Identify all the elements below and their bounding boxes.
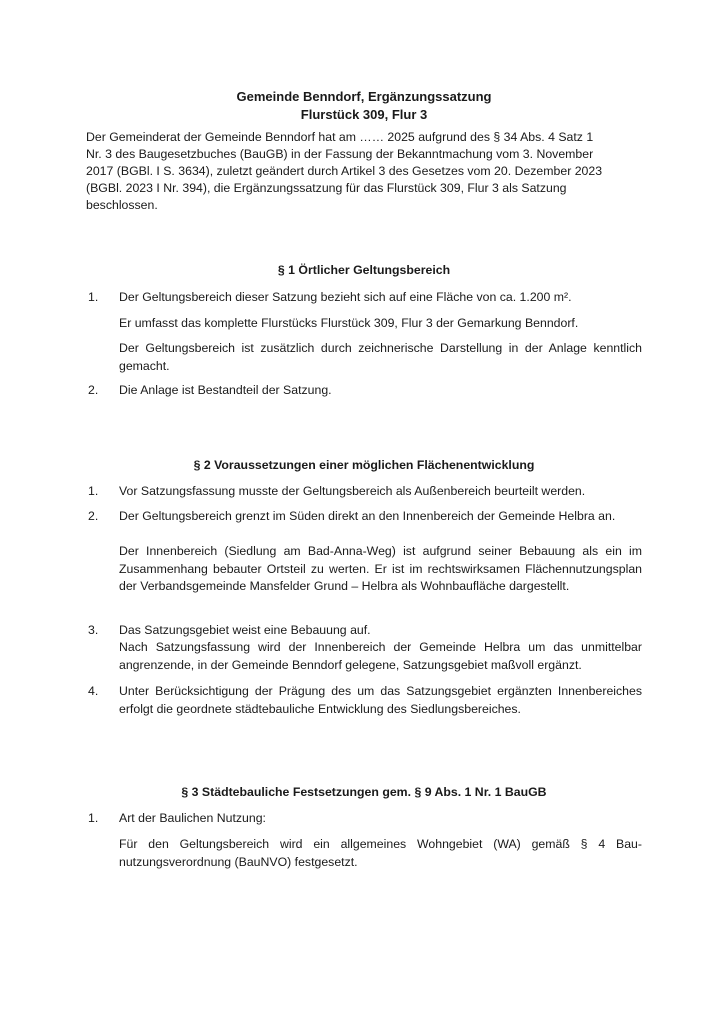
list-item-text: Nach Satzungsfassung wird der Innenbereich der Gemeinde Helbra um das unmittelbar angrenzende, in der Gemeinde Benndorf gelegene, Satzungsgebiet maßvoll ergänzt. xyxy=(119,640,642,672)
list-number: 1. xyxy=(88,484,99,498)
document-title: Gemeinde Benndorf, Ergänzungssatzung xyxy=(236,89,492,104)
list-item-text: Er umfasst das komplette Flurstücks Flurstück 309, Flur 3 der Gemarkung Benndorf. xyxy=(119,316,579,330)
document-subtitle: Flurstück 309, Flur 3 xyxy=(300,107,428,122)
list-number: 1. xyxy=(88,811,99,825)
list-item-text: Die Anlage ist Bestandteil der Satzung. xyxy=(119,383,332,397)
list-number: 3. xyxy=(88,623,99,637)
section1-heading: § 1 Örtlicher Geltungsbereich xyxy=(277,263,451,277)
section3-heading: § 3 Städtebauliche Festsetzungen gem. § 9 Abs. 1 Nr. 1 BauGB xyxy=(181,785,547,799)
list-number: 2. xyxy=(88,509,99,523)
list-item-text: Der Geltungsbereich dieser Satzung bezieht sich auf eine Fläche von ca. 1.200 m². xyxy=(119,290,572,304)
list-number: 1. xyxy=(88,290,99,304)
list-item-text: Das Satzungsgebiet weist eine Bebauung auf. xyxy=(119,623,371,637)
list-item-label: Art der Baulichen Nutzung: xyxy=(119,811,266,825)
preamble-line: 2017 (BGBl. I S. 3634), zuletzt geändert durch Artikel 3 des Gesetzes vom 20. Dezember 2023 xyxy=(86,164,603,178)
list-item-text: Der Innenbereich (Siedlung am Bad-Anna-Weg) ist aufgrund seiner Bebauung als ein im Zusammenhang bebauter Ortsteil zu werten. Er ist im rechtswirksamen Flächennutzungsplan der Verbandsgemeinde Mansfelder Grund – Helbra als Wohnbaufläche dargestellt. xyxy=(119,544,642,593)
preamble-line: (BGBl. 2023 I Nr. 394), die Ergänzungssatzung für das Flurstück 309, Flur 3 als Satzung xyxy=(86,181,567,195)
list-item-text: Unter Berücksichtigung der Prägung des um das Satzungsgebiet ergänzten Innenbereiches erfolgt die geordnete städtebauliche Entwicklung des Siedlungsbereiches. xyxy=(119,684,642,716)
list-item-text: Der Geltungsbereich ist zusätzlich durch zeichnerische Darstellung in der Anlage kenntlich gemacht. xyxy=(119,341,642,373)
list-item-text: Der Geltungsbereich grenzt im Süden direkt an den Innenbereich der Gemeinde Helbra an. xyxy=(119,509,616,523)
preamble-line: beschlossen. xyxy=(86,198,158,212)
list-number: 2. xyxy=(88,383,99,397)
preamble-line: Nr. 3 des Baugesetzbuches (BauGB) in der Fassung der Bekanntmachung vom 3. November xyxy=(86,147,594,161)
list-number: 4. xyxy=(88,684,99,698)
list-item-text: Vor Satzungsfassung musste der Geltungsbereich als Außenbereich beurteilt werden. xyxy=(119,484,586,498)
section2-heading: § 2 Voraussetzungen einer möglichen Flächenentwicklung xyxy=(193,458,535,472)
list-item-text: Für den Geltungsbereich wird ein allgemeines Wohngebiet (WA) gemäß § 4 Baunutzungsverordnung (BauNVO) festgesetzt. xyxy=(119,837,642,869)
preamble-line: Der Gemeinderat der Gemeinde Benndorf hat am …… 2025 aufgrund des § 34 Abs. 4 Satz 1 xyxy=(86,130,594,144)
